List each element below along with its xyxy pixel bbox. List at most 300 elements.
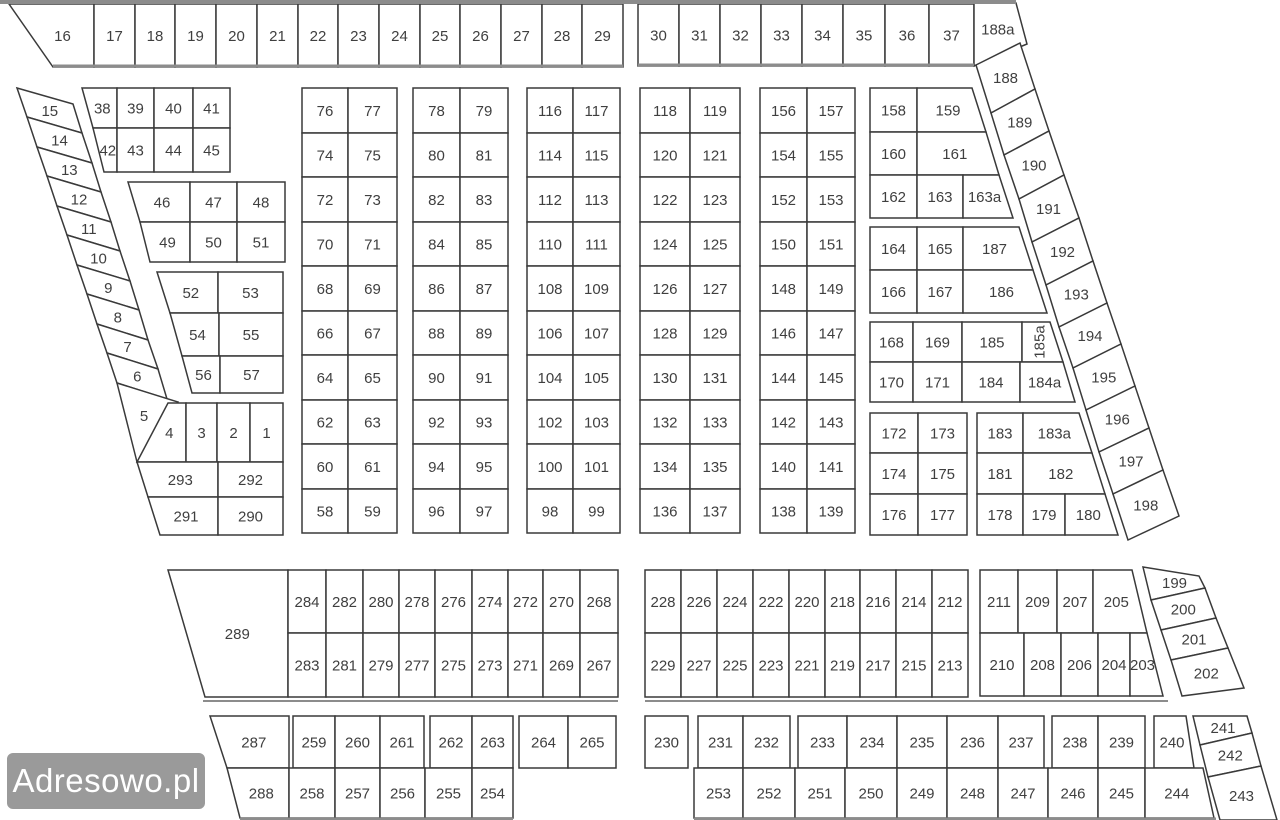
plot-label: 100 xyxy=(537,458,563,476)
plot-30 xyxy=(638,4,679,66)
plot-78 xyxy=(413,88,460,133)
plot-label: 25 xyxy=(431,27,449,45)
plot-label: 66 xyxy=(316,325,334,343)
plot-159 xyxy=(917,88,986,132)
plot-label: 272 xyxy=(512,593,539,611)
plot-227 xyxy=(681,633,717,697)
plot-label: 124 xyxy=(652,236,678,254)
plot-211 xyxy=(980,570,1018,633)
plot-293 xyxy=(137,462,218,497)
plot-50 xyxy=(190,222,237,262)
plot-231 xyxy=(698,716,743,768)
plot-label: 128 xyxy=(652,325,678,343)
plot-label: 264 xyxy=(530,734,557,752)
plot-162 xyxy=(870,175,917,218)
plot-label: 183a xyxy=(1037,425,1071,443)
plot-127 xyxy=(690,266,740,311)
plot-48 xyxy=(237,182,285,222)
plot-label: 1 xyxy=(262,424,271,442)
plot-257 xyxy=(335,768,380,818)
plot-label: 142 xyxy=(770,414,797,432)
plot-label: 161 xyxy=(942,145,968,163)
plot-label: 206 xyxy=(1066,656,1093,674)
plot-128 xyxy=(640,311,690,355)
plot-label: 250 xyxy=(858,785,884,803)
plot-label: 5 xyxy=(139,407,149,425)
plot-158 xyxy=(870,88,917,132)
plot-137 xyxy=(690,489,740,533)
plot-82 xyxy=(413,177,460,222)
plot-label: 108 xyxy=(537,280,563,298)
plot-34 xyxy=(802,4,843,66)
plot-label: 214 xyxy=(901,593,927,611)
plot-label: 276 xyxy=(440,593,467,611)
plot-label: 240 xyxy=(1159,734,1185,752)
plot-label: 203 xyxy=(1129,656,1156,674)
plot-278 xyxy=(399,570,435,633)
plot-label: 200 xyxy=(1170,601,1196,619)
plot-label: 59 xyxy=(364,503,381,521)
plot-261 xyxy=(380,716,424,768)
plot-label: 225 xyxy=(722,657,748,675)
plot-18 xyxy=(135,4,175,67)
plot-63 xyxy=(348,400,397,444)
plot-205 xyxy=(1093,570,1147,633)
plot-label: 29 xyxy=(594,27,611,45)
plot-label: 241 xyxy=(1210,719,1236,737)
plot-105 xyxy=(573,355,620,400)
plot-118 xyxy=(640,88,690,133)
plot-label: 169 xyxy=(924,334,951,352)
plot-label: 227 xyxy=(686,657,712,675)
plot-40 xyxy=(154,88,193,128)
plot-59 xyxy=(348,489,397,533)
plot-label: 90 xyxy=(428,369,445,387)
plot-243 xyxy=(1208,766,1277,820)
plot-83 xyxy=(460,177,508,222)
plot-label: 113 xyxy=(584,191,609,209)
plot-label: 7 xyxy=(123,338,132,356)
plot-label: 19 xyxy=(187,27,204,45)
plot-label: 18 xyxy=(146,27,164,45)
plot-281 xyxy=(326,633,363,697)
plot-148 xyxy=(760,266,807,311)
plot-103 xyxy=(573,400,620,444)
plot-label: 193 xyxy=(1063,286,1089,304)
plot-label: 284 xyxy=(294,593,320,611)
plot-label: 230 xyxy=(653,734,680,752)
plot-label: 30 xyxy=(650,27,667,45)
plot-label: 219 xyxy=(829,657,856,675)
plot-19 xyxy=(175,4,216,67)
plot-label: 158 xyxy=(880,102,907,120)
plot-207 xyxy=(1057,570,1093,633)
plot-label: 196 xyxy=(1104,411,1130,429)
plot-label: 247 xyxy=(1010,785,1036,803)
plot-163a xyxy=(963,175,1013,218)
plot-236 xyxy=(947,716,998,768)
plot-label: 263 xyxy=(479,734,506,752)
plot-label: 192 xyxy=(1049,243,1076,261)
plot-label: 226 xyxy=(686,593,712,611)
plot-140 xyxy=(760,444,807,489)
plot-label: 159 xyxy=(935,102,961,120)
plot-label: 275 xyxy=(440,657,467,675)
plot-97 xyxy=(460,489,508,533)
plot-238 xyxy=(1052,716,1098,768)
plot-label: 56 xyxy=(195,366,212,384)
plot-label: 99 xyxy=(588,503,605,521)
plot-label: 34 xyxy=(814,27,831,45)
plot-label: 229 xyxy=(650,657,676,675)
plot-label: 62 xyxy=(316,414,334,432)
plot-label: 248 xyxy=(959,785,986,803)
plot-label: 146 xyxy=(770,325,797,343)
plot-263 xyxy=(472,716,513,768)
plot-20 xyxy=(216,4,257,67)
plot-label: 177 xyxy=(929,506,956,524)
plot-116 xyxy=(527,88,573,133)
plot-label: 91 xyxy=(475,369,493,387)
plot-label: 162 xyxy=(880,188,907,206)
plot-label: 145 xyxy=(818,369,844,387)
plot-168 xyxy=(870,322,913,362)
plot-label: 198 xyxy=(1133,497,1159,515)
plot-177 xyxy=(918,494,967,535)
plot-label: 288 xyxy=(248,785,274,803)
plot-label: 58 xyxy=(316,503,334,521)
plot-259 xyxy=(293,716,335,768)
plot-222 xyxy=(753,570,789,633)
plot-label: 251 xyxy=(807,785,833,803)
plot-label: 45 xyxy=(203,142,220,160)
plot-258 xyxy=(289,768,335,818)
plot-79 xyxy=(460,88,508,133)
plot-208 xyxy=(1024,633,1061,696)
plot-41 xyxy=(193,88,230,128)
plot-157 xyxy=(807,88,855,133)
plot-46 xyxy=(128,182,190,222)
plot-71 xyxy=(348,222,397,266)
plot-label: 176 xyxy=(881,506,907,524)
plot-label: 92 xyxy=(428,414,445,432)
plot-42 xyxy=(93,128,117,172)
plot-246 xyxy=(1048,768,1098,818)
plot-181 xyxy=(977,453,1023,494)
plot-label: 110 xyxy=(538,236,562,254)
plot-label: 28 xyxy=(553,27,571,45)
plot-label: 150 xyxy=(770,236,797,254)
plot-label: 89 xyxy=(475,325,493,343)
plot-145 xyxy=(807,355,855,400)
plot-label: 236 xyxy=(959,734,986,752)
plot-label: 17 xyxy=(106,27,123,45)
plot-label: 224 xyxy=(722,593,748,611)
plot-label: 218 xyxy=(829,593,856,611)
plot-label: 60 xyxy=(316,458,334,476)
plot-label: 268 xyxy=(586,593,612,611)
plot-label: 97 xyxy=(475,503,493,521)
plot-label: 283 xyxy=(294,657,320,675)
plot-label: 130 xyxy=(652,369,678,387)
plot-label: 116 xyxy=(538,102,562,120)
plot-label: 118 xyxy=(653,102,677,120)
plot-label: 83 xyxy=(475,191,493,209)
plot-229 xyxy=(645,633,681,697)
plot-label: 46 xyxy=(153,194,171,212)
plot-label: 261 xyxy=(389,734,415,752)
plot-label: 2 xyxy=(229,424,238,442)
plot-label: 69 xyxy=(364,280,381,298)
plot-label: 127 xyxy=(702,280,728,298)
plot-label: 103 xyxy=(583,414,610,432)
plot-label: 73 xyxy=(364,191,381,209)
plot-106 xyxy=(527,311,573,355)
plot-label: 238 xyxy=(1062,734,1088,752)
plot-77 xyxy=(348,88,397,133)
plot-label: 217 xyxy=(865,657,891,675)
plot-label: 102 xyxy=(537,414,563,432)
plot-69 xyxy=(348,266,397,311)
plot-89 xyxy=(460,311,508,355)
plot-label: 265 xyxy=(579,734,605,752)
plot-label: 50 xyxy=(205,234,222,252)
plot-label: 216 xyxy=(865,593,891,611)
plot-label: 87 xyxy=(475,280,493,298)
plot-label: 220 xyxy=(794,593,820,611)
plot-label: 33 xyxy=(773,27,790,45)
plot-label: 14 xyxy=(51,132,68,150)
plot-label: 221 xyxy=(794,657,820,675)
plot-260 xyxy=(335,716,380,768)
plot-95 xyxy=(460,444,508,489)
plot-label: 163a xyxy=(967,188,1002,206)
plot-label: 143 xyxy=(818,414,844,432)
plot-label: 183 xyxy=(987,425,1013,443)
plot-label: 104 xyxy=(537,369,563,387)
plot-label: 270 xyxy=(548,593,575,611)
plot-label: 47 xyxy=(205,194,222,212)
plot-163 xyxy=(917,175,963,218)
plot-label: 63 xyxy=(364,414,381,432)
plot-178 xyxy=(977,494,1023,535)
plot-label: 9 xyxy=(104,279,113,297)
plot-44 xyxy=(154,128,193,172)
plot-32 xyxy=(720,4,761,66)
plot-label: 273 xyxy=(477,657,503,675)
plot-289 xyxy=(168,570,288,697)
plot-84 xyxy=(413,222,460,266)
plot-label: 205 xyxy=(1103,593,1129,611)
plot-290 xyxy=(218,497,283,535)
plot-88 xyxy=(413,311,460,355)
plot-label: 235 xyxy=(909,734,935,752)
plot-label: 136 xyxy=(652,503,678,521)
plot-234 xyxy=(847,716,897,768)
plot-288 xyxy=(227,768,289,818)
plot-49 xyxy=(140,222,190,262)
plot-147 xyxy=(807,311,855,355)
plot-233 xyxy=(798,716,847,768)
plot-209 xyxy=(1018,570,1057,633)
plot-216 xyxy=(860,570,896,633)
plot-label: 71 xyxy=(364,236,381,254)
plot-label: 234 xyxy=(859,734,885,752)
plot-115 xyxy=(573,133,620,177)
plot-label: 82 xyxy=(428,191,445,209)
plot-27 xyxy=(501,4,542,67)
plot-label: 36 xyxy=(898,27,916,45)
plot-label: 112 xyxy=(538,191,562,209)
plot-104 xyxy=(527,355,573,400)
plot-label: 65 xyxy=(364,369,381,387)
plot-39 xyxy=(117,88,154,128)
plot-label: 122 xyxy=(652,191,678,209)
plot-219 xyxy=(825,633,860,697)
plot-287 xyxy=(210,716,289,768)
plot-label: 262 xyxy=(438,734,464,752)
plot-label: 38 xyxy=(93,100,111,118)
plot-label: 98 xyxy=(541,503,559,521)
plot-111 xyxy=(573,222,620,266)
plot-141 xyxy=(807,444,855,489)
plot-220 xyxy=(789,570,825,633)
plot-284 xyxy=(288,570,326,633)
plot-100 xyxy=(527,444,573,489)
plot-214 xyxy=(896,570,932,633)
plot-167 xyxy=(917,270,963,313)
plot-119 xyxy=(690,88,740,133)
plot-label: 80 xyxy=(428,147,445,165)
plot-label: 186 xyxy=(988,283,1015,301)
plot-250 xyxy=(845,768,897,818)
plot-58 xyxy=(302,489,348,533)
plot-label: 3 xyxy=(197,424,206,442)
plot-152 xyxy=(760,177,807,222)
plot-label: 278 xyxy=(404,593,430,611)
plot-label: 174 xyxy=(881,465,907,483)
plot-label: 168 xyxy=(878,334,905,352)
plot-label: 48 xyxy=(252,194,270,212)
plot-label: 44 xyxy=(165,142,182,160)
plot-109 xyxy=(573,266,620,311)
plot-155 xyxy=(807,133,855,177)
plot-label: 197 xyxy=(1118,453,1144,471)
plot-label: 280 xyxy=(368,593,394,611)
plot-17 xyxy=(94,4,135,67)
plot-133 xyxy=(690,400,740,444)
plot-80 xyxy=(413,133,460,177)
plot-85 xyxy=(460,222,508,266)
plot-270 xyxy=(543,570,580,633)
plot-282 xyxy=(326,570,363,633)
plot-label: 243 xyxy=(1228,788,1255,806)
plot-87 xyxy=(460,266,508,311)
plot-179 xyxy=(1023,494,1065,535)
plot-33 xyxy=(761,4,802,66)
plot-92 xyxy=(413,400,460,444)
plot-label: 10 xyxy=(90,250,107,268)
plot-label: 188 xyxy=(992,69,1019,87)
plot-label: 260 xyxy=(344,734,371,752)
plot-173 xyxy=(918,413,967,453)
plot-64 xyxy=(302,355,348,400)
plot-232 xyxy=(743,716,790,768)
plot-2 xyxy=(217,403,250,462)
plot-label: 105 xyxy=(583,369,610,387)
plot-174 xyxy=(870,453,918,494)
plot-label: 253 xyxy=(705,785,732,803)
plot-134 xyxy=(640,444,690,489)
plot-253 xyxy=(694,768,743,818)
plot-label: 117 xyxy=(584,102,609,120)
plot-170 xyxy=(870,362,913,402)
plot-label: 141 xyxy=(818,458,844,476)
plot-264 xyxy=(519,716,568,768)
plot-label: 138 xyxy=(770,503,797,521)
plot-273 xyxy=(472,633,508,697)
plot-186 xyxy=(963,270,1047,313)
plot-label: 134 xyxy=(652,458,678,476)
plot-label: 199 xyxy=(1161,575,1188,593)
plot-268 xyxy=(580,570,618,633)
plot-218 xyxy=(825,570,860,633)
plot-label: 201 xyxy=(1181,631,1207,649)
plot-183a xyxy=(1023,413,1092,453)
plot-230 xyxy=(645,716,688,768)
plot-label: 32 xyxy=(732,27,749,45)
plot-label: 75 xyxy=(364,147,381,165)
plot-label: 21 xyxy=(269,27,286,45)
plot-label: 194 xyxy=(1077,327,1103,345)
plot-206 xyxy=(1061,633,1098,696)
plot-label: 211 xyxy=(987,593,1011,611)
plot-label: 106 xyxy=(537,325,563,343)
plot-label: 111 xyxy=(585,236,608,254)
plot-160 xyxy=(870,132,917,175)
plot-252 xyxy=(743,768,795,818)
plot-label: 31 xyxy=(691,27,708,45)
plot-70 xyxy=(302,222,348,266)
plot-269 xyxy=(543,633,580,697)
plot-label: 23 xyxy=(350,27,367,45)
plot-label: 179 xyxy=(1031,506,1057,524)
plot-215 xyxy=(896,633,932,697)
plot-248 xyxy=(947,768,998,818)
plot-label: 126 xyxy=(652,280,678,298)
plot-131 xyxy=(690,355,740,400)
plot-117 xyxy=(573,88,620,133)
plot-label: 52 xyxy=(182,284,200,302)
plot-label: 190 xyxy=(1021,157,1047,175)
plot-label: 155 xyxy=(818,147,844,165)
plot-label: 289 xyxy=(224,625,250,643)
plot-165 xyxy=(917,227,963,270)
plot-28 xyxy=(542,4,582,67)
plot-249 xyxy=(897,768,947,818)
plot-label: 96 xyxy=(428,503,445,521)
plot-label: 135 xyxy=(702,458,728,476)
plot-75 xyxy=(348,133,397,177)
plot-label: 121 xyxy=(702,147,728,165)
plot-label: 148 xyxy=(770,280,797,298)
plot-225 xyxy=(717,633,753,697)
plot-185 xyxy=(962,322,1022,362)
plot-38 xyxy=(82,88,117,128)
plot-67 xyxy=(348,311,397,355)
plot-142 xyxy=(760,400,807,444)
plot-label: 37 xyxy=(943,27,960,45)
